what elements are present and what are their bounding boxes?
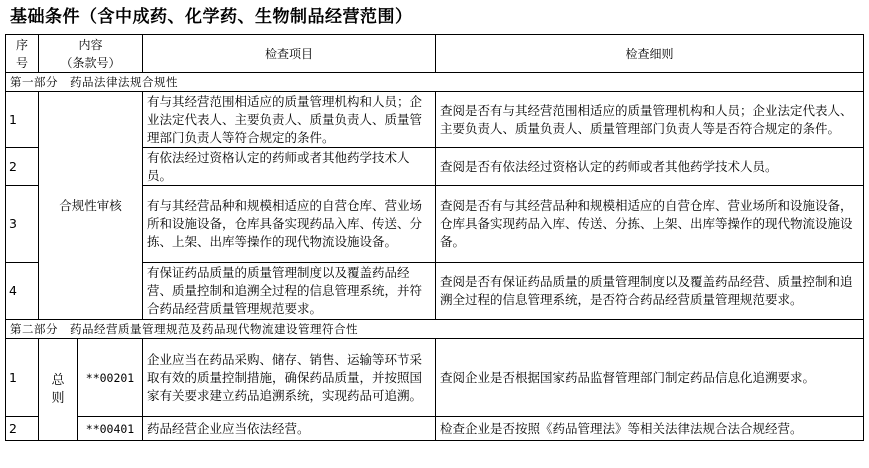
header-check-item: 检查项目 [143, 35, 436, 73]
header-content-line1: 内容 [78, 37, 103, 52]
section2-title: 第二部分 药品经营质量管理规范及药品现代物流建设管理符合性 [6, 320, 864, 339]
check-item-cell: 药品经营企业应当依法经营。 [143, 417, 436, 441]
row-number: 2 [6, 417, 39, 441]
section1-title: 第一部分 药品法律法规合规性 [6, 73, 864, 92]
check-detail-cell: 查阅是否有与其经营范围相适应的质量管理机构和人员；企业法定代表人、主要负责人、质量负责人、质量管理部门负责人等是否符合规定的条件。 [436, 92, 864, 148]
clause-code: **00201 [78, 339, 143, 417]
row-number: 2 [6, 148, 39, 186]
table-row [6, 339, 864, 417]
page-title: 基础条件（含中成药、化学药、生物制品经营范围） [10, 7, 413, 27]
check-detail-cell: 查阅是否有保证药品质量的质量管理制度以及覆盖药品经营、质量控制和追溯全过程的信息管理系统，是否符合药品经营质量管理规范要求。 [436, 263, 864, 320]
check-item-cell: 有与其经营范围相适应的质量管理机构和人员；企业法定代表人、主要负责人、质量负责人、质量管理部门负责人等符合规定的条件。 [143, 92, 436, 148]
table-header-row [6, 35, 864, 73]
table-row [6, 92, 864, 148]
header-check-detail: 检查细则 [436, 35, 864, 73]
header-seq-line2: 号 [15, 55, 28, 70]
check-detail-cell: 检查企业是否按照《药品管理法》等相关法律法规合法合规经营。 [436, 417, 864, 441]
check-detail-cell: 查阅是否有与其经营品种和规模相适应的自营仓库、营业场所和设施设备，仓库具备实现药品入库、传送、分拣、上架、出库等操作的现代物流设施设备。 [436, 186, 864, 263]
header-content-line2: （条款号） [60, 55, 121, 70]
table-row [6, 417, 864, 441]
section2-category-char2: 则 [51, 390, 65, 406]
check-detail-cell: 查阅是否有依法经过资格认定的药师或者其他药学技术人员。 [436, 148, 864, 186]
clause-code: **00401 [78, 417, 143, 441]
row-number: 1 [6, 339, 39, 417]
row-number: 3 [6, 186, 39, 263]
inspection-table [5, 34, 864, 441]
row-number: 1 [6, 92, 39, 148]
header-seq [6, 35, 39, 73]
section1-category: 合规性审核 [39, 92, 143, 320]
section-row [6, 73, 864, 92]
check-item-cell: 有与其经营品种和规模相适应的自营仓库、营业场所和设施设备，仓库具备实现药品入库、传送、分拣、上架、出库等操作的现代物流设施设备。 [143, 186, 436, 263]
header-content [39, 35, 143, 73]
section2-category [39, 339, 78, 441]
section2-category-char1: 总 [51, 372, 65, 388]
header-seq-line1: 序 [15, 37, 28, 52]
check-detail-cell: 查阅企业是否根据国家药品监督管理部门制定药品信息化追溯要求。 [436, 339, 864, 417]
check-item-cell: 企业应当在药品采购、储存、销售、运输等环节采取有效的质量控制措施，确保药品质量，并按照国家有关要求建立药品追溯系统，实现药品可追溯。 [143, 339, 436, 417]
row-number: 4 [6, 263, 39, 320]
section-row [6, 320, 864, 339]
check-item-cell: 有依法经过资格认定的药师或者其他药学技术人员。 [143, 148, 436, 186]
check-item-cell: 有保证药品质量的质量管理制度以及覆盖药品经营、质量控制和追溯全过程的信息管理系统，并符合药品经营质量管理规范要求。 [143, 263, 436, 320]
